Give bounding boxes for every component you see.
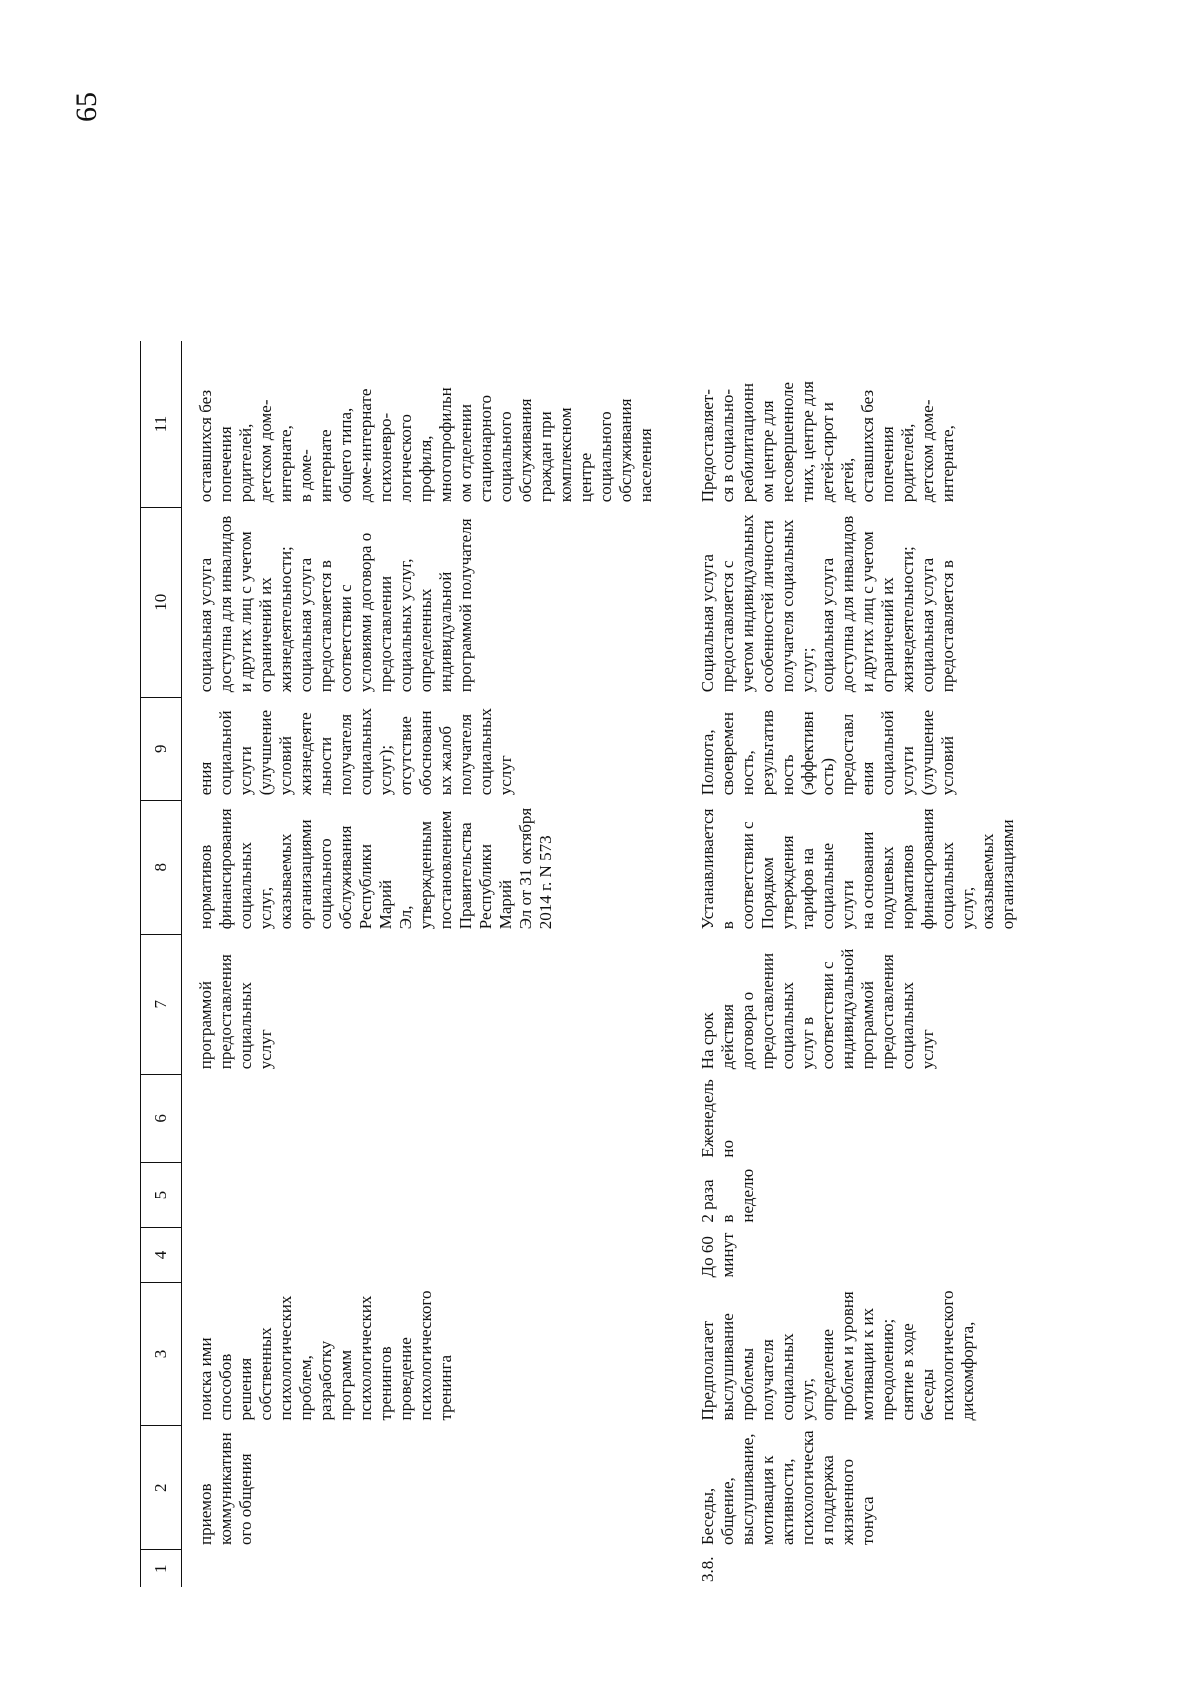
cell-quality: Полнота, своевремен ность, результатив ность (эффективн ость) предоставл ения социальной услуги (улучшение условий [698, 709, 957, 796]
column-header: 9 [141, 697, 182, 800]
column-header: 5 [141, 1163, 182, 1228]
cell-tariff: Устанавливается в соответствии с Порядком утверждения тарифов на социальные услуги на основании подушевых нормативов финансирования социальных услуг, оказываемых организациями [698, 808, 1017, 930]
column-header: 4 [141, 1228, 182, 1283]
cell-periodicity: Еженедель но [698, 1079, 737, 1158]
cell-service-name: Беседы, общение, выслушивание, мотивация к активности, психологическа я поддержка жизненного тонуса [698, 1430, 877, 1545]
column-header: 2 [141, 1425, 182, 1550]
column-header: 7 [141, 934, 182, 1074]
cell-description: Предполагает выслушивание проблемы получателя социальных услуг, определение проблем и уровня мотивации к их преодолению; снятие в ходе беседы психологического дискомфорта, [698, 1290, 977, 1421]
column-header: 3 [141, 1282, 182, 1425]
column-header: 6 [141, 1074, 182, 1162]
column-header: 10 [141, 507, 182, 697]
cell-duration [182, 1228, 663, 1283]
column-header: 1 [141, 1550, 182, 1587]
cell-term: программой предоставления социальных услуг [196, 954, 275, 1070]
cell-duration: До 60 минут [698, 1232, 737, 1278]
cell-institutions: оставшихся без попечения родителей, детском доме- интернате, в доме- интернате общего типа, доме-интернате психоневро- логического профиля, многопрофильн ом отделении стационарного социального обслуживания граждан при комплексном центре социального обслуживания населения [196, 387, 655, 503]
cell-number [182, 1550, 663, 1587]
table-row [182, 341, 663, 1587]
cell-frequency [182, 1163, 663, 1228]
cell-conditions: социальная услуга доступна для инвалидов и других лиц с учетом ограничений их жизнедеятельности; социальная услуга предоставляется в соответствии с условиями договора о предоставлении социальных услуг, определенных индивидуальной программой получателя [196, 515, 475, 693]
cell-periodicity [182, 1074, 663, 1162]
cell-term: На срок действия договора о предоставлении социальных услуг в соответствии с индивидуальной программой предоставления социальных услуг [698, 948, 937, 1070]
cell-institutions: Предоставляет- ся в социально- реабилитационн ом центре для несовершенноле тних, центре для детей-сирот и детей, оставшихся без попечения родителей, детском доме- интернате, [698, 381, 957, 503]
column-header: 8 [141, 800, 182, 934]
cell-conditions: Социальная услуга предоставляется с учетом индивидуальных особенностей личности получателя социальных услуг; социальная услуга доступна для инвалидов и других лиц с учетом ограничений их жизнедеятельности; социальная услуга предоставляется в [698, 514, 957, 693]
cell-description: поиска ими способов решения собственных психологических проблем, разработку программ психологических тренингов проведение психологического тренинга [196, 1290, 455, 1421]
cell-frequency: 2 раза в неделю [698, 1168, 757, 1223]
page-number: 65 [70, 92, 103, 122]
cell-tariff: нормативов финансирования социальных услуг, оказываемых организациями социального обслуживания Республики Марий Эл, утвержденным постановлением Правительства Республики Марий Эл от 31 октября 2014 г. N 573 [196, 807, 555, 930]
table-row [662, 341, 1024, 1587]
services-table [140, 341, 1024, 1587]
cell-number: 3.8. [698, 1556, 717, 1582]
cell-quality: ения социальной услуги (улучшение условий жизнедеяте льности получателя социальных услуг); отсутствие обоснованн ых жалоб получателя социальных услуг [196, 708, 515, 796]
cell-service-name: приемов коммуникативн ого общения [196, 1432, 255, 1545]
column-number-row [141, 341, 182, 1587]
column-header: 11 [141, 341, 182, 507]
